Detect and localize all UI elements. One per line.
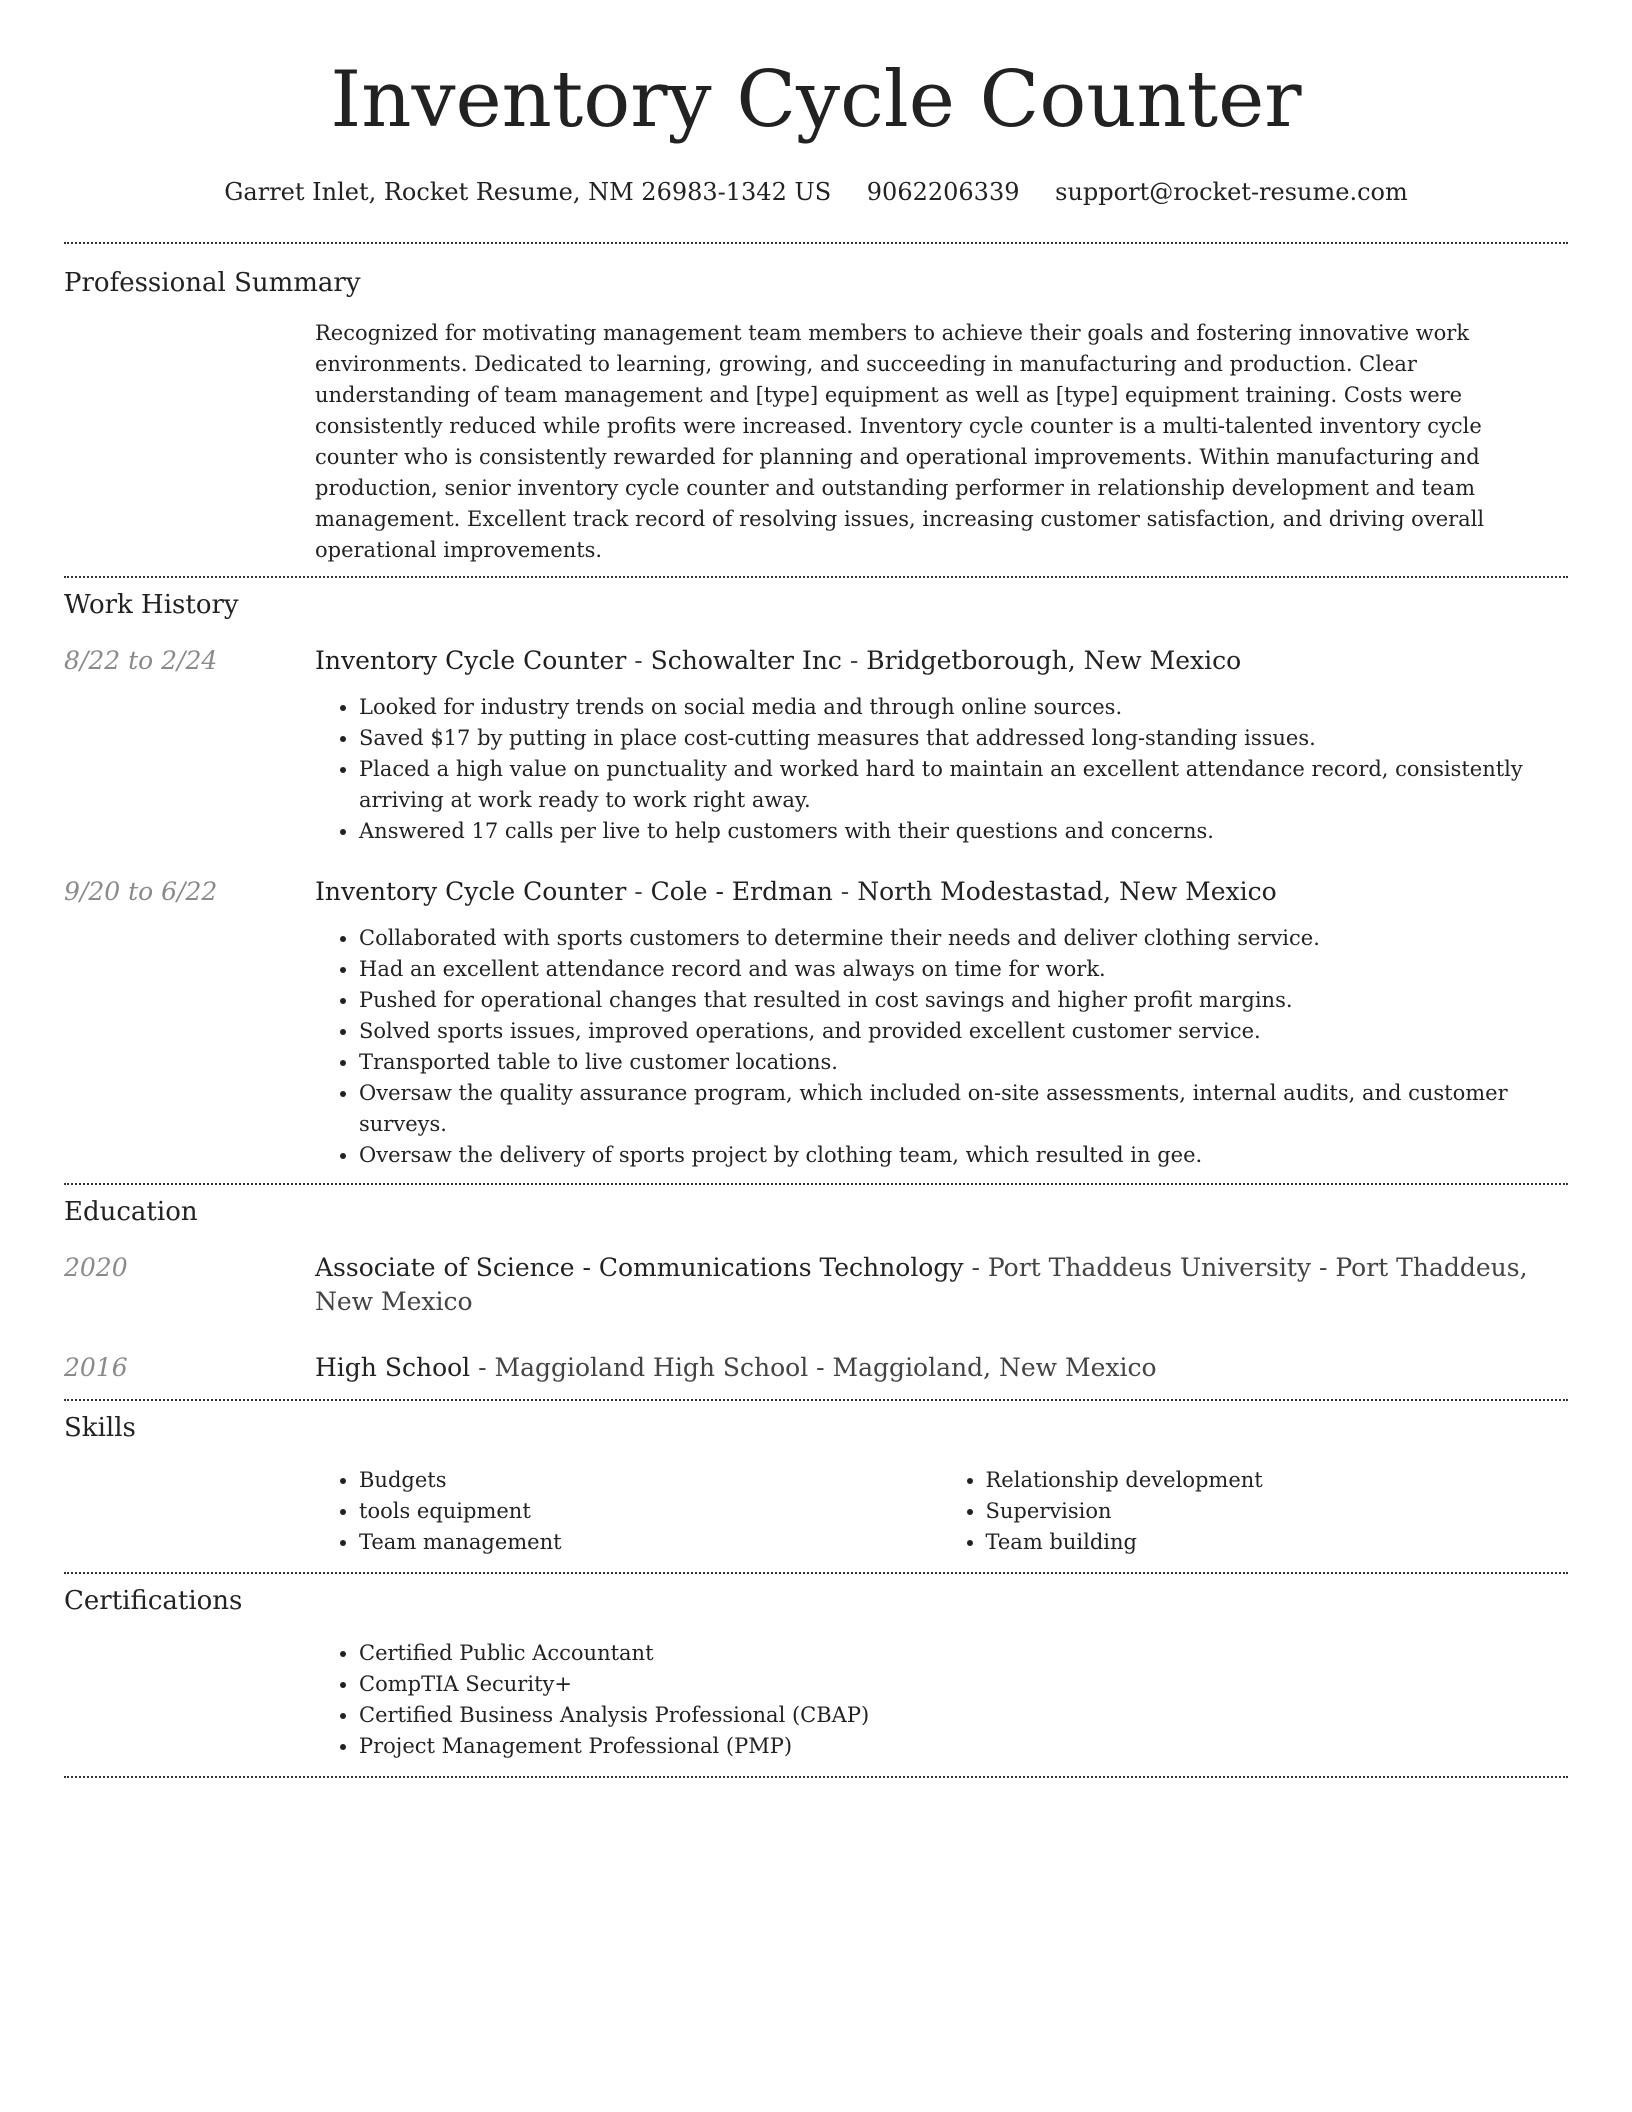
job-company: Cole - Erdman — [650, 877, 833, 906]
list-item: • Answered 17 calls per live to help customers with their questions and concerns. — [359, 816, 1568, 847]
list-item: • Placed a high value on punctuality and worked hard to maintain an excellent attendance record, consistently arriving at work ready to work right away. — [359, 754, 1568, 816]
job-heading: Inventory Cycle Counter - Cole - Erdman - North Modestastad, New Mexico — [315, 877, 1277, 906]
education-entry — [64, 1351, 1568, 1385]
contact-address: Garret Inlet, Rocket Resume, NM 26983-1342 US — [224, 178, 832, 206]
list-item: • tools equipment — [359, 1496, 942, 1527]
section-title-certifications: Certifications — [64, 1586, 243, 1616]
list-item: • Certified Business Analysis Professional (CBAP) — [359, 1700, 1568, 1731]
job-location: Bridgetborough, New Mexico — [866, 646, 1242, 675]
list-item: • Collaborated with sports customers to determine their needs and deliver clothing service. — [359, 923, 1568, 954]
job-bullets — [315, 923, 1568, 1171]
job-dates: 8/22 to 2/24 — [64, 646, 218, 675]
candidate-name: Inventory Cycle Counter — [330, 55, 1302, 145]
contact-phone: 9062206339 — [866, 178, 1020, 206]
certifications-section — [64, 1574, 1568, 1762]
job-dates: 9/20 to 6/22 — [64, 877, 218, 906]
list-item: • Team management — [359, 1527, 942, 1558]
section-divider — [64, 1776, 1568, 1778]
section-title-work: Work History — [64, 590, 239, 620]
summary-section — [64, 244, 1568, 566]
list-item: • Saved $17 by putting in place cost-cutting measures that addressed long-standing issues. — [359, 723, 1568, 754]
section-title-skills: Skills — [64, 1413, 136, 1443]
list-item: • Pushed for operational changes that resulted in cost savings and higher profit margins. — [359, 985, 1568, 1016]
job-entry — [64, 875, 1568, 1171]
education-year: 2016 — [64, 1353, 128, 1382]
resume-header — [64, 0, 1568, 208]
job-position: Inventory Cycle Counter — [315, 877, 627, 906]
section-title-summary: Professional Summary — [64, 268, 361, 298]
summary-text: Recognized for motivating management team members to achieve their goals and fostering innovative work environments. Dedicated to learning, growing, and succeeding in manufacturing and production. Clear understanding of team management and [type] equipment as well as [type] equipment training. Costs were consistently reduced while profits were increased. Inventory cycle counter is a multi-talented inventory cycle counter who is consistently rewarded for planning and operational improvements. Within manufacturing and production, senior inventory cycle counter and outstanding performer in relationship development and team management. Excellent track record of resolving issues, increasing customer satisfaction, and driving overall operational improvements. — [315, 321, 1485, 562]
list-item: • Solved sports issues, improved operations, and provided excellent customer service. — [359, 1016, 1568, 1047]
job-company: Schowalter Inc — [650, 646, 842, 675]
list-item: • CompTIA Security+ — [359, 1669, 1568, 1700]
list-item: • Looked for industry trends on social media and through online sources. — [359, 692, 1568, 723]
work-history-section — [64, 578, 1568, 1171]
list-item: • Certified Public Accountant — [359, 1638, 1568, 1669]
list-item: • Team building — [986, 1527, 1569, 1558]
list-item: • Oversaw the delivery of sports project by clothing team, which resulted in gee. — [359, 1140, 1568, 1171]
certifications-list — [315, 1638, 1568, 1762]
section-title-education: Education — [64, 1197, 198, 1227]
list-item: • Project Management Professional (PMP) — [359, 1731, 1568, 1762]
job-entry — [64, 644, 1568, 847]
education-school: - Port Thaddeus University - Port Thaddeus, New Mexico — [315, 1253, 1528, 1316]
list-item: • Relationship development — [986, 1465, 1569, 1496]
education-school: - Maggioland High School - Maggioland, New Mexico — [470, 1353, 1157, 1382]
skills-list-left — [315, 1465, 942, 1558]
education-year: 2020 — [64, 1253, 128, 1282]
skills-section — [64, 1401, 1568, 1558]
list-item: • Had an excellent attendance record and was always on time for work. — [359, 954, 1568, 985]
education-entry — [64, 1251, 1568, 1319]
list-item: • Oversaw the quality assurance program, which included on-site assessments, internal audits, and customer surveys. — [359, 1078, 1568, 1140]
job-heading: Inventory Cycle Counter - Schowalter Inc - Bridgetborough, New Mexico — [315, 646, 1242, 675]
education-section — [64, 1185, 1568, 1385]
education-degree: High School — [315, 1353, 471, 1382]
contact-email: support@rocket-resume.com — [1055, 178, 1408, 206]
list-item: • Transported table to live customer locations. — [359, 1047, 1568, 1078]
skills-list-right — [942, 1465, 1569, 1558]
job-location: North Modestastad, New Mexico — [857, 877, 1277, 906]
education-degree: Associate of Science - Communications Technology — [315, 1253, 964, 1282]
list-item: • Budgets — [359, 1465, 942, 1496]
job-bullets — [315, 692, 1568, 847]
contact-line — [64, 176, 1568, 208]
job-position: Inventory Cycle Counter — [315, 646, 627, 675]
list-item: • Supervision — [986, 1496, 1569, 1527]
